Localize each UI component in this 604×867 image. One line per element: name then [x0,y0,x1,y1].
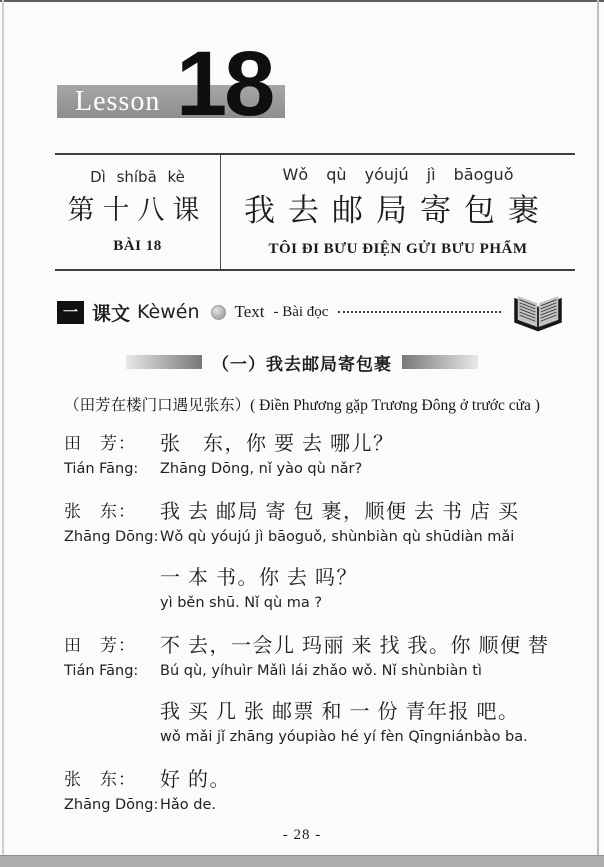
speaker [64,431,160,479]
title-right-vietnamese: TÔI ĐI BƯU ĐIỆN GỬI BƯU PHẨM [268,241,528,257]
section-title-vietnamese: - Bài đọc [273,303,329,320]
lesson-number: 18 [176,33,273,135]
line-pair [160,767,576,815]
line-hanzi: 张 东，你 要 去 哪儿？ [160,433,395,455]
section-one-marker-icon [57,301,84,324]
line-pinyin: yì běn shū. Nǐ qù ma ? [160,595,323,611]
scan-edge-top [0,0,604,2]
section-header [57,289,565,335]
section-title-english: Text [234,302,265,321]
utterance [160,767,576,815]
title-table [55,153,575,271]
speaker-pinyin: Zhāng Dōng: [64,529,159,545]
line-hanzi: 好 的。 [160,769,231,791]
title-cell-chinese [55,155,221,269]
speaker-hanzi: 田 芳： [64,434,136,453]
title-right-hanzi: 我去邮局寄包裹 [244,193,552,228]
open-book-icon [511,290,565,334]
stage-direction: （田芳在楼门口遇见张东）( Điền Phương gặp Trương Đông ở trước cửa ) [64,397,540,414]
section-number-glyph: 一 [62,302,78,321]
dialogue-block [64,431,576,479]
page-number: - 28 - [282,827,322,843]
speaker [64,767,160,815]
line-pair [160,565,576,613]
speaker-pinyin: Tián Fāng: [64,461,139,477]
line-pinyin: Bú qù, yíhuìr Mǎlì lái zhǎo wǒ. Nǐ shùnbiàn tì [160,663,482,679]
title-left-vietnamese: BÀI 18 [113,238,162,254]
line-pinyin: Wǒ qù yóujú jì bāoguǒ, shùnbiàn qù shūdiàn mǎi [160,529,515,545]
speaker-pinyin: Zhāng Dōng: [64,797,159,813]
gradient-bar-right [402,355,478,369]
dotted-leader [338,311,501,313]
line-pair [160,431,576,479]
line-hanzi: 我 买 几 张 邮票 和 一 份 青年报 吧。 [160,701,520,723]
line-pinyin: wǒ mǎi jǐ zhāng yóupiào hé yí fèn Qīngniánbào ba. [160,729,528,745]
utterance [160,499,576,613]
lesson-label: Lesson [75,86,161,117]
line-hanzi: 我 去 邮局 寄 包 裹，顺便 去 书 店 买 [160,501,520,523]
speaker-hanzi: 张 东： [64,502,136,521]
dialogue-block [64,767,576,815]
speaker [64,633,160,747]
scan-edge-bottom [0,855,604,867]
line-hanzi: 不 去，一会儿 玛丽 来 找 我。你 顺便 替 [160,635,550,657]
title-left-hanzi: 第十八课 [67,195,208,225]
utterance [160,633,576,747]
title-left-pinyin: Dì shíbā kè [90,168,185,186]
dialogue-block [64,633,576,747]
speaker-hanzi: 张 东： [64,770,136,789]
scan-edge-left [2,0,4,867]
line-hanzi: 一 本 书。你 去 吗？ [160,567,358,589]
line-pair [160,699,576,747]
gradient-bar-left [126,355,202,369]
dialogue-block [64,499,576,613]
line-pinyin: Zhāng Dōng, nǐ yào qù nǎr? [160,461,363,477]
line-pinyin: Hǎo de. [160,797,217,813]
section-title-pinyin: Kèwén [137,301,200,323]
scan-edge-right [597,0,599,867]
subtitle-row [0,352,604,375]
title-cell-main [221,155,575,269]
speaker-pinyin: Tián Fāng: [64,663,139,679]
section-title-hanzi: 课文 [92,302,131,325]
line-pair [160,633,576,681]
speaker-hanzi: 田 芳： [64,636,136,655]
utterance [160,431,576,479]
title-right-pinyin: Wǒ qù yóujú jì bāoguǒ [282,165,514,184]
subtitle-text: （一）我去邮局寄包裹 [212,354,392,375]
sphere-bullet-icon [211,305,226,320]
line-pair [160,499,576,547]
speaker [64,499,160,613]
dialogue [64,431,576,835]
